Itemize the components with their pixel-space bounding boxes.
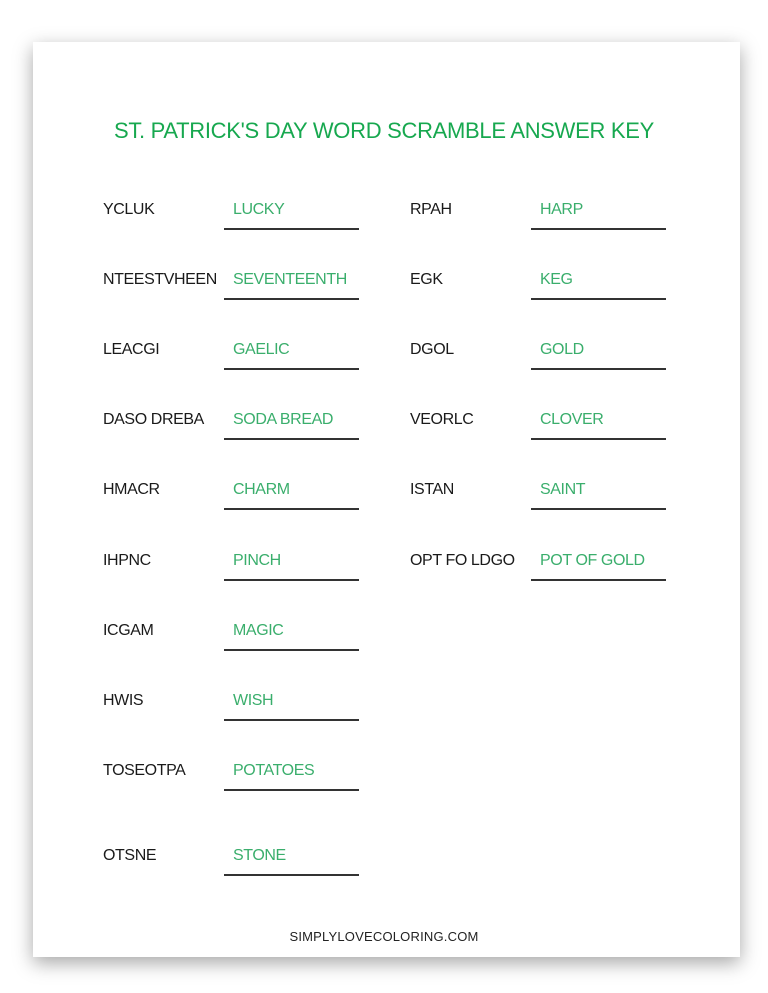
answer-word: POTATOES bbox=[233, 762, 315, 779]
answer-word: POT OF GOLD bbox=[540, 552, 645, 569]
word-row bbox=[410, 545, 670, 585]
answer-line bbox=[224, 368, 359, 370]
word-row bbox=[410, 404, 670, 444]
answer-line bbox=[531, 368, 666, 370]
answer-line bbox=[224, 789, 359, 791]
answer-word: GAELIC bbox=[233, 341, 290, 358]
answer-word: WISH bbox=[233, 692, 274, 709]
scrambled-word: NTEESTVHEEN bbox=[103, 271, 217, 288]
scrambled-word: YCLUK bbox=[103, 201, 155, 218]
answer-word: KEG bbox=[540, 271, 573, 288]
answer-word: SEVENTEENTH bbox=[233, 271, 347, 288]
page-title: ST. PATRICK'S DAY WORD SCRAMBLE ANSWER KEY bbox=[113, 118, 655, 143]
answer-line bbox=[531, 228, 666, 230]
answer-line bbox=[224, 508, 359, 510]
answer-line bbox=[224, 649, 359, 651]
word-row bbox=[103, 615, 363, 655]
word-row bbox=[103, 334, 363, 374]
word-row bbox=[103, 840, 363, 880]
answer-line bbox=[224, 874, 359, 876]
answer-line bbox=[224, 298, 359, 300]
scrambled-word: ICGAM bbox=[103, 622, 154, 639]
scrambled-word: DGOL bbox=[410, 341, 454, 358]
answer-word: GOLD bbox=[540, 341, 584, 358]
word-row bbox=[103, 264, 363, 304]
scrambled-word: HWIS bbox=[103, 692, 144, 709]
answer-line bbox=[531, 438, 666, 440]
answer-word: STONE bbox=[233, 847, 286, 864]
scrambled-word: EGK bbox=[410, 271, 443, 288]
answer-word: LUCKY bbox=[233, 201, 285, 218]
word-row bbox=[410, 194, 670, 234]
answer-word: CLOVER bbox=[540, 411, 604, 428]
scrambled-word: HMACR bbox=[103, 481, 160, 498]
word-row bbox=[103, 194, 363, 234]
word-row bbox=[103, 474, 363, 514]
scrambled-word: DASO DREBA bbox=[103, 411, 204, 428]
scrambled-word: OPT FO LDGO bbox=[410, 552, 515, 569]
scrambled-word: VEORLC bbox=[410, 411, 474, 428]
answer-line bbox=[224, 438, 359, 440]
answer-word: SODA BREAD bbox=[233, 411, 334, 428]
scrambled-word: LEACGI bbox=[103, 341, 160, 358]
answer-line bbox=[531, 579, 666, 581]
answer-word: CHARM bbox=[233, 481, 290, 498]
scrambled-word: ISTAN bbox=[410, 481, 454, 498]
answer-line bbox=[224, 719, 359, 721]
answer-line bbox=[224, 579, 359, 581]
word-row bbox=[103, 755, 363, 795]
answer-word: PINCH bbox=[233, 552, 281, 569]
scrambled-word: RPAH bbox=[410, 201, 452, 218]
word-row bbox=[103, 685, 363, 725]
scrambled-word: TOSEOTPA bbox=[103, 762, 186, 779]
scrambled-word: OTSNE bbox=[103, 847, 157, 864]
scrambled-word: IHPNC bbox=[103, 552, 151, 569]
word-row bbox=[103, 545, 363, 585]
answer-word: MAGIC bbox=[233, 622, 284, 639]
word-row bbox=[410, 474, 670, 514]
answer-line bbox=[224, 228, 359, 230]
answer-line bbox=[531, 298, 666, 300]
word-row bbox=[103, 404, 363, 444]
word-row bbox=[410, 264, 670, 304]
word-row bbox=[410, 334, 670, 374]
answer-line bbox=[531, 508, 666, 510]
footer-website: SIMPLYLOVECOLORING.COM bbox=[289, 929, 479, 944]
answer-word: HARP bbox=[540, 201, 583, 218]
answer-word: SAINT bbox=[540, 481, 586, 498]
